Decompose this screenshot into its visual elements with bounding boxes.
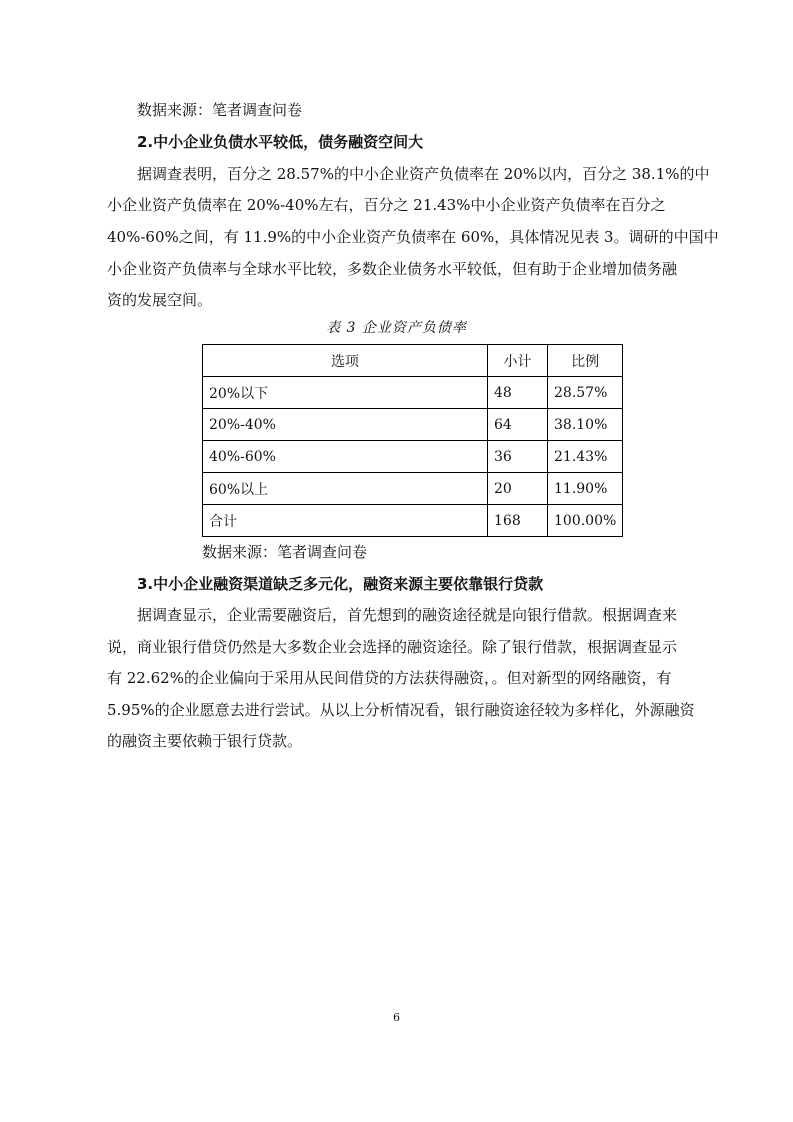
cell-ratio: 100.00% [548,505,623,537]
cell-ratio: 38.10% [548,409,623,441]
cell-option: 60%以上 [203,473,488,505]
cell-subtotal: 36 [488,441,548,473]
paragraph-1-line-4: 小企业资产负债率与全球水平比较，多数企业债务水平较低，但有助于企业增加债务融 [107,260,678,278]
source-note-top: 数据来源：笔者调查问卷 [137,101,303,119]
table-caption: 表 3 企业资产负债率 [326,320,467,336]
debt-ratio-table [202,344,623,537]
header-subtotal: 小计 [488,345,548,377]
source-note-table: 数据来源：笔者调查问卷 [202,543,368,561]
header-ratio: 比例 [548,345,623,377]
table-row [203,377,623,409]
page-number: 6 [393,1011,400,1024]
paragraph-2-line-4: 5.95%的企业愿意去进行尝试。从以上分析情况看，银行融资途径较为多样化，外源融资 [107,701,695,719]
paragraph-2-line-1: 据调查显示，企业需要融资后，首先想到的融资途径就是向银行借款。根据调查来 [137,606,678,624]
paragraph-1-line-5: 资的发展空间。 [107,291,213,309]
table-header-row [203,345,623,377]
paragraph-2-line-3: 有 22.62%的企业偏向于采用从民间借贷的方法获得融资，。但对新型的网络融资，有 [107,669,672,687]
table-total-row [203,505,623,537]
cell-ratio: 21.43% [548,441,623,473]
paragraph-1-line-1: 据调查表明，百分之 28.57%的中小企业资产负债率在 20%以内，百分之 38.1%的中 [137,165,710,183]
table-row [203,409,623,441]
paragraph-2-line-2: 说，商业银行借贷仍然是大多数企业会选择的融资途径。除了银行借款，根据调查显示 [107,638,678,656]
cell-ratio: 28.57% [548,377,623,409]
cell-option: 20%-40% [203,409,488,441]
paragraph-1-line-3: 40%-60%之间，有 11.9%的中小企业资产负债率在 60%，具体情况见表 3。调研的中国中 [107,228,719,246]
cell-subtotal: 48 [488,377,548,409]
cell-subtotal: 20 [488,473,548,505]
section-heading-3: 3.中小企业融资渠道缺乏多元化，融资来源主要依靠银行贷款 [137,575,544,593]
header-option: 选项 [203,345,488,377]
paragraph-2-line-5: 的融资主要依赖于银行贷款。 [107,732,303,750]
cell-ratio: 11.90% [548,473,623,505]
cell-subtotal: 168 [488,505,548,537]
cell-option: 20%以下 [203,377,488,409]
cell-option: 40%-60% [203,441,488,473]
table-row [203,441,623,473]
paragraph-1-line-2: 小企业资产负债率在 20%-40%左右，百分之 21.43%中小企业资产负债率在百分之 [107,196,666,214]
table-row [203,473,623,505]
cell-subtotal: 64 [488,409,548,441]
cell-option: 合计 [203,505,488,537]
section-heading-2: 2.中小企业负债水平较低，债务融资空间大 [137,133,424,151]
